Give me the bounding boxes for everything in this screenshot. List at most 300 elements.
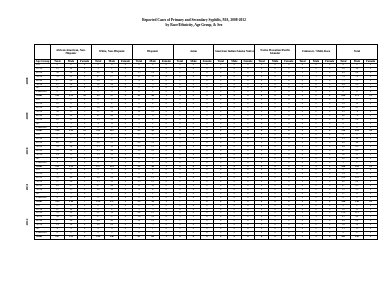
case-count-cell: 2: [296, 200, 310, 204]
case-count-cell: 12: [132, 220, 146, 224]
case-count-cell: 8: [64, 103, 78, 107]
case-count-cell: 0: [91, 204, 105, 208]
case-count-cell: 91: [350, 106, 364, 110]
age-group-cell: Unknown: [35, 161, 51, 165]
case-count-cell: 0: [200, 99, 214, 103]
case-count-cell: 0: [173, 231, 187, 235]
case-count-cell: 1: [364, 173, 378, 177]
case-count-cell: 16: [364, 130, 378, 134]
case-count-cell: 12: [78, 130, 92, 134]
case-count-cell: 72: [350, 75, 364, 79]
case-count-cell: 0: [200, 231, 214, 235]
case-count-cell: 0: [268, 79, 282, 83]
case-count-cell: 0: [241, 200, 255, 204]
case-count-cell: 1: [64, 161, 78, 165]
case-count-cell: 0: [214, 138, 228, 142]
case-count-cell: 0: [241, 235, 255, 239]
case-count-cell: 1: [159, 142, 173, 146]
case-count-cell: 0: [64, 99, 78, 103]
case-count-cell: 0: [309, 196, 323, 200]
case-count-cell: 0: [187, 224, 201, 228]
case-count-cell: 12: [51, 67, 65, 71]
case-count-cell: 0: [296, 110, 310, 114]
case-count-cell: 0: [159, 181, 173, 185]
case-count-cell: 0: [228, 228, 242, 232]
case-count-cell: 2: [364, 103, 378, 107]
case-count-cell: 2: [119, 95, 133, 99]
case-count-cell: 15: [132, 71, 146, 75]
case-count-cell: 4: [364, 110, 378, 114]
case-count-cell: 0: [91, 64, 105, 68]
case-count-cell: 0: [282, 146, 296, 150]
age-group-cell: 40-49: [35, 149, 51, 153]
case-count-cell: 0: [187, 196, 201, 200]
case-count-cell: 24: [91, 106, 105, 110]
case-count-cell: 0: [255, 99, 269, 103]
case-count-cell: 0: [309, 149, 323, 153]
case-count-cell: 0: [268, 173, 282, 177]
age-group-cell: 0-9: [35, 99, 51, 103]
case-count-cell: 0: [241, 196, 255, 200]
sub-header-female: Female: [200, 60, 214, 64]
case-count-cell: 3: [309, 235, 323, 239]
case-count-cell: 0: [296, 189, 310, 193]
case-count-cell: 0: [214, 208, 228, 212]
case-count-cell: 0: [187, 231, 201, 235]
case-count-cell: 11: [146, 185, 160, 189]
case-count-cell: 0: [64, 91, 78, 95]
case-count-cell: 316: [350, 165, 364, 169]
case-count-cell: 0: [296, 103, 310, 107]
case-count-cell: 0: [173, 208, 187, 212]
case-count-cell: 1: [78, 153, 92, 157]
case-count-cell: 35: [51, 146, 65, 150]
case-count-cell: 15: [146, 181, 160, 185]
case-count-cell: 0: [255, 177, 269, 181]
case-count-cell: 0: [228, 235, 242, 239]
case-count-cell: 0: [214, 114, 228, 118]
sub-header-row: [35, 60, 378, 64]
case-count-cell: 0: [119, 126, 133, 130]
case-count-cell: 1: [309, 146, 323, 150]
age-group-cell: 30-39: [35, 75, 51, 79]
year-label: 2012: [25, 218, 29, 226]
case-count-cell: 0: [296, 231, 310, 235]
case-count-cell: 0: [323, 134, 337, 138]
case-count-cell: 0: [268, 181, 282, 185]
case-count-cell: 0: [214, 146, 228, 150]
case-count-cell: 0: [119, 91, 133, 95]
case-count-cell: 1: [296, 71, 310, 75]
case-count-cell: 0: [214, 235, 228, 239]
case-count-cell: 0: [309, 83, 323, 87]
case-count-cell: 14: [336, 103, 350, 107]
case-count-cell: 0: [241, 134, 255, 138]
case-count-cell: 1: [187, 149, 201, 153]
case-count-cell: 0: [78, 231, 92, 235]
case-count-cell: 0: [309, 153, 323, 157]
case-count-cell: 0: [187, 67, 201, 71]
case-count-cell: 6: [105, 157, 119, 161]
case-count-cell: 2: [173, 75, 187, 79]
case-count-cell: 1: [159, 212, 173, 216]
case-count-cell: 0: [78, 169, 92, 173]
case-count-cell: 29: [91, 177, 105, 181]
case-count-cell: 0: [309, 204, 323, 208]
case-count-cell: 0: [268, 189, 282, 193]
case-count-cell: 0: [241, 173, 255, 177]
case-count-cell: 1: [364, 146, 378, 150]
age-header-blank: [35, 45, 51, 60]
case-count-cell: 0: [268, 212, 282, 216]
case-count-cell: 13: [336, 138, 350, 142]
case-count-cell: 0: [64, 169, 78, 173]
case-count-cell: 0: [350, 169, 364, 173]
case-count-cell: 1: [51, 161, 65, 165]
case-count-cell: 1: [132, 192, 146, 196]
case-count-cell: 0: [309, 173, 323, 177]
age-group-cell: Total: [35, 130, 51, 134]
case-count-cell: 0: [255, 231, 269, 235]
case-count-cell: 20: [105, 224, 119, 228]
case-count-cell: 1: [173, 220, 187, 224]
report-title: [0, 18, 388, 27]
case-count-cell: 0: [119, 169, 133, 173]
case-count-cell: 0: [200, 103, 214, 107]
case-count-cell: 0: [159, 157, 173, 161]
case-count-cell: 31: [64, 75, 78, 79]
case-count-cell: 0: [187, 103, 201, 107]
case-count-cell: 0: [309, 169, 323, 173]
case-count-cell: 2: [364, 114, 378, 118]
case-count-cell: 2: [173, 110, 187, 114]
case-count-cell: 1: [119, 71, 133, 75]
case-count-cell: 4: [132, 189, 146, 193]
case-count-cell: 0: [228, 208, 242, 212]
case-count-cell: 0: [91, 134, 105, 138]
case-count-cell: 0: [282, 110, 296, 114]
case-count-cell: 2: [119, 165, 133, 169]
case-count-cell: 0: [296, 173, 310, 177]
case-count-cell: 0: [364, 228, 378, 232]
case-count-cell: 0: [282, 204, 296, 208]
case-count-cell: 35: [64, 110, 78, 114]
case-count-cell: 45: [64, 142, 78, 146]
case-count-cell: 20: [91, 224, 105, 228]
case-count-cell: 0: [187, 161, 201, 165]
case-count-cell: 0: [173, 126, 187, 130]
case-count-cell: 55: [51, 212, 65, 216]
case-count-cell: 0: [336, 99, 350, 103]
case-count-cell: 0: [241, 79, 255, 83]
case-count-cell: 0: [268, 192, 282, 196]
case-count-cell: 38: [91, 79, 105, 83]
case-count-cell: 0: [282, 231, 296, 235]
case-count-cell: 0: [200, 165, 214, 169]
age-group-header: Age Group: [35, 59, 50, 63]
case-count-cell: 0: [255, 149, 269, 153]
case-count-cell: 0: [282, 118, 296, 122]
case-count-cell: 2: [296, 142, 310, 146]
case-count-cell: 19: [146, 142, 160, 146]
case-count-cell: 0: [159, 146, 173, 150]
case-count-cell: 0: [309, 110, 323, 114]
case-count-cell: 3: [91, 173, 105, 177]
case-count-cell: 0: [241, 216, 255, 220]
case-count-cell: 99: [336, 142, 350, 146]
case-count-cell: 10: [336, 157, 350, 161]
case-count-cell: 0: [200, 220, 214, 224]
case-count-cell: 13: [350, 228, 364, 232]
case-count-cell: 0: [268, 220, 282, 224]
case-count-cell: 0: [255, 75, 269, 79]
case-count-cell: 1: [159, 235, 173, 239]
case-count-cell: 0: [146, 87, 160, 91]
case-count-cell: 10: [51, 103, 65, 107]
case-count-cell: 1: [78, 185, 92, 189]
case-count-cell: 288: [336, 95, 350, 99]
case-count-cell: 4: [146, 189, 160, 193]
case-count-cell: 4: [78, 177, 92, 181]
case-count-cell: 0: [146, 64, 160, 68]
case-count-cell: 0: [214, 157, 228, 161]
case-count-cell: 0: [255, 204, 269, 208]
case-count-cell: 0: [159, 99, 173, 103]
case-count-cell: 2: [132, 173, 146, 177]
case-count-cell: 5: [336, 87, 350, 91]
case-count-cell: 6: [187, 165, 201, 169]
case-count-cell: 5: [173, 95, 187, 99]
case-count-cell: 0: [78, 87, 92, 91]
case-count-cell: 0: [364, 196, 378, 200]
case-count-cell: 0: [146, 126, 160, 130]
case-count-cell: 0: [146, 196, 160, 200]
case-count-cell: 0: [350, 196, 364, 200]
case-count-cell: 112: [105, 130, 119, 134]
case-count-cell: 30: [64, 149, 78, 153]
case-count-cell: 0: [268, 196, 282, 200]
case-count-cell: 36: [64, 181, 78, 185]
case-count-cell: 0: [268, 75, 282, 79]
case-count-cell: 0: [228, 153, 242, 157]
case-count-cell: 61: [132, 235, 146, 239]
case-count-cell: 0: [323, 165, 337, 169]
case-count-cell: 0: [255, 67, 269, 71]
case-count-cell: 0: [132, 99, 146, 103]
case-count-cell: 0: [228, 181, 242, 185]
case-count-cell: 31: [91, 212, 105, 216]
case-count-cell: 0: [228, 114, 242, 118]
case-count-cell: 0: [78, 161, 92, 165]
case-count-cell: 0: [323, 228, 337, 232]
age-group-cell: 60+: [35, 157, 51, 161]
case-count-cell: 15: [132, 181, 146, 185]
case-count-cell: 0: [282, 196, 296, 200]
case-count-cell: 0: [364, 134, 378, 138]
sub-header-total: Total: [132, 60, 146, 64]
case-count-cell: 0: [364, 231, 378, 235]
case-count-cell: 3: [132, 208, 146, 212]
case-count-cell: 40: [105, 114, 119, 118]
race-group-header: Hispanic: [132, 45, 173, 60]
case-count-cell: 2: [105, 103, 119, 107]
case-count-cell: 0: [91, 161, 105, 165]
age-group-cell: 10-19: [35, 138, 51, 142]
case-count-cell: 28: [105, 177, 119, 181]
case-count-cell: 1: [78, 138, 92, 142]
sub-header-total: Total: [336, 60, 350, 64]
case-count-cell: 0: [323, 71, 337, 75]
case-count-cell: 0: [64, 204, 78, 208]
case-count-cell: 0: [159, 231, 173, 235]
case-count-cell: 78: [350, 114, 364, 118]
case-count-cell: 2: [309, 142, 323, 146]
case-count-cell: 13: [64, 153, 78, 157]
case-count-cell: 0: [214, 64, 228, 68]
age-group-cell: 0-9: [35, 204, 51, 208]
case-count-cell: 0: [228, 149, 242, 153]
case-count-cell: 0: [200, 212, 214, 216]
case-count-cell: 0: [268, 153, 282, 157]
case-count-cell: 0: [282, 189, 296, 193]
case-count-cell: 0: [200, 71, 214, 75]
case-count-cell: 0: [228, 103, 242, 107]
case-count-cell: 10: [132, 149, 146, 153]
case-count-cell: 0: [200, 228, 214, 232]
case-count-cell: 33: [105, 146, 119, 150]
case-count-cell: 0: [214, 67, 228, 71]
case-count-cell: 0: [255, 157, 269, 161]
case-count-cell: 3: [91, 87, 105, 91]
syphilis-cases-table: [34, 44, 378, 240]
race-group-header: Asian: [173, 45, 214, 60]
case-count-cell: 1: [78, 149, 92, 153]
case-count-cell: 1: [309, 216, 323, 220]
case-count-cell: 0: [323, 126, 337, 130]
case-count-cell: 0: [159, 91, 173, 95]
case-count-cell: 0: [241, 185, 255, 189]
case-count-cell: 0: [78, 122, 92, 126]
case-count-cell: 0: [255, 110, 269, 114]
age-group-cell: 0-9: [35, 169, 51, 173]
case-count-cell: 0: [282, 200, 296, 204]
case-count-cell: 25: [105, 142, 119, 146]
case-count-cell: 0: [241, 114, 255, 118]
case-count-cell: 26: [91, 142, 105, 146]
case-count-cell: 1: [364, 216, 378, 220]
case-count-cell: 0: [241, 130, 255, 134]
case-count-cell: 3: [173, 216, 187, 220]
case-count-cell: 10: [91, 83, 105, 87]
age-group-cell: Total: [35, 235, 51, 239]
case-count-cell: 0: [364, 64, 378, 68]
case-count-cell: 0: [255, 173, 269, 177]
age-group-cell: 50-59: [35, 153, 51, 157]
case-count-cell: 0: [268, 231, 282, 235]
case-count-cell: 13: [105, 118, 119, 122]
case-count-cell: 0: [146, 204, 160, 208]
case-count-cell: 7: [187, 200, 201, 204]
case-count-cell: 0: [228, 157, 242, 161]
case-count-cell: 0: [255, 153, 269, 157]
case-count-cell: 2: [309, 130, 323, 134]
case-count-cell: 4: [187, 177, 201, 181]
case-count-cell: 0: [364, 157, 378, 161]
case-count-cell: 0: [296, 220, 310, 224]
case-count-cell: 0: [105, 64, 119, 68]
case-count-cell: 0: [323, 185, 337, 189]
case-count-cell: 0: [173, 228, 187, 232]
case-count-cell: 0: [119, 118, 133, 122]
case-count-cell: 12: [132, 110, 146, 114]
case-count-cell: 0: [268, 130, 282, 134]
case-count-cell: 0: [214, 149, 228, 153]
case-count-cell: 39: [350, 224, 364, 228]
case-count-cell: 4: [173, 212, 187, 216]
case-count-cell: 0: [323, 103, 337, 107]
case-count-cell: 0: [146, 134, 160, 138]
case-count-cell: 0: [200, 118, 214, 122]
case-count-cell: 9: [51, 173, 65, 177]
case-count-cell: 0: [282, 161, 296, 165]
case-count-cell: 0: [268, 95, 282, 99]
case-count-cell: 0: [187, 204, 201, 208]
case-count-cell: 0: [132, 157, 146, 161]
case-count-cell: 0: [364, 87, 378, 91]
case-count-cell: 0: [323, 87, 337, 91]
case-count-cell: 0: [159, 138, 173, 142]
case-count-cell: 115: [91, 130, 105, 134]
case-count-cell: 27: [51, 79, 65, 83]
case-count-cell: 109: [336, 177, 350, 181]
case-count-cell: 0: [200, 149, 214, 153]
case-count-cell: 1: [146, 228, 160, 232]
case-count-cell: 30: [105, 212, 119, 216]
case-count-cell: 0: [200, 192, 214, 196]
case-count-cell: 2: [364, 220, 378, 224]
case-count-cell: 0: [255, 83, 269, 87]
case-count-cell: 0: [282, 142, 296, 146]
case-count-cell: 0: [323, 83, 337, 87]
case-count-cell: 0: [132, 196, 146, 200]
case-count-cell: 12: [146, 110, 160, 114]
case-count-cell: 0: [241, 64, 255, 68]
case-count-cell: 8: [350, 122, 364, 126]
case-count-cell: 74: [336, 75, 350, 79]
case-count-cell: 0: [228, 146, 242, 150]
case-count-cell: 15: [105, 153, 119, 157]
case-count-cell: 0: [350, 134, 364, 138]
case-count-cell: 0: [296, 204, 310, 208]
case-count-cell: 48: [146, 165, 160, 169]
case-count-cell: 0: [159, 134, 173, 138]
case-count-cell: 6: [78, 235, 92, 239]
case-count-cell: 46: [105, 185, 119, 189]
case-count-cell: 52: [64, 71, 78, 75]
sub-header-female: Female: [119, 60, 133, 64]
case-count-cell: 0: [200, 87, 214, 91]
case-count-cell: 0: [105, 231, 119, 235]
case-count-cell: 1: [78, 216, 92, 220]
case-count-cell: 0: [309, 138, 323, 142]
case-count-cell: 0: [214, 83, 228, 87]
case-count-cell: 0: [119, 75, 133, 79]
case-count-cell: 0: [255, 181, 269, 185]
case-count-cell: 0: [200, 161, 214, 165]
case-count-cell: 8: [132, 114, 146, 118]
case-count-cell: 0: [241, 181, 255, 185]
case-count-cell: 0: [323, 91, 337, 95]
